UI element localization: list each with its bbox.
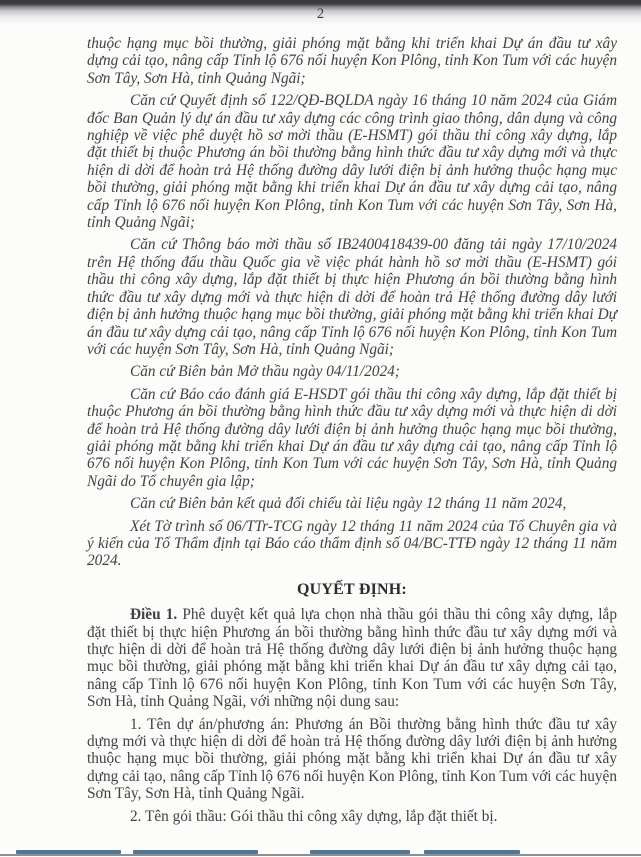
article-1-text: Phê duyệt kết quả lựa chọn nhà thầu gói thầu thi công xây dựng, lắp đặt thiết bị thực hiện Phương án bồi thường bằng hình thức đầu tư xây dựng mới và thực hiện di dời để hoàn trả Hệ thống đường dây lưới điện bị ảnh hưởng thuộc hạng mục bồi thường, giải phóng mặt bằng khi triển khai Dự án đầu tư xây dựng cải tạo, nâng cấp Tỉnh lộ 676 nối huyện Kon Plông, tỉnh Kon Tum với các huyện Sơn Tây, Sơn Hà, tỉnh Quảng Ngãi, với những nội dung sau: [87,606,617,711]
preamble-paragraph-can-cu-bien-ban-mo-thau: Căn cứ Biên bản Mở thầu ngày 04/11/2024; [130,363,400,381]
preamble-paragraph-xet-to-trinh: Xét Tờ trình số 06/TTr-TCG ngày 12 tháng 11 năm 2024 của Tổ Chuyên gia và ý kiến của Tổ Thẩm định tại Báo cáo thẩm định số 04/BC-TTĐ ngày 12 tháng 11 năm 2024. [87,517,617,570]
next-page-edge [0,847,641,857]
article-1-item-package-name: 2. Tên gói thầu: Gói thầu thi công xây dựng, lắp đặt thiết bị. [130,807,498,825]
document-body [87,35,617,830]
article-1-label: Điều 1. [130,606,178,624]
preamble-paragraph-can-cu-quyet-dinh: Căn cứ Quyết định số 122/QĐ-BQLDA ngày 16 tháng 10 năm 2024 của Giám đốc Ban Quản lý dự án đầu tư xây dựng các công trình giao thông, dân dụng và công nghiệp về việc phê duyệt hồ sơ mời thầu (E-HSMT) gói thầu thi công xây dựng, lắp đặt thiết bị thuộc Phương án bồi thường bằng hình thức đầu tư xây dựng mới và thực hiện di dời để hoàn trả Hệ thống đường dây lưới điện bị ảnh hưởng thuộc hạng mục bồi thường, giải phóng mặt bằng khi triển khai Dự án đầu tư xây dựng cải tạo, nâng cấp Tỉnh lộ 676 nối huyện Kon Plông, tỉnh Kon Tum với các huyện Sơn Tây, Sơn Hà, tỉnh Quảng Ngãi; [87,92,617,232]
article-1-paragraph [87,606,617,710]
page-divider-line [0,854,641,856]
preamble-paragraph-can-cu-bien-ban-doi-chieu: Căn cứ Biên bản kết quả đối chiếu tài liệu ngày 12 tháng 11 năm 2024, [130,495,567,513]
article-1-item-project-name: 1. Tên dự án/phương án: Phương án Bồi thường bằng hình thức đầu tư xây dựng mới và thực hiện di dời để hoàn trả Hệ thống đường dây lưới điện bị ảnh hưởng thuộc hạng mục bồi thường, giải phóng mặt bằng khi triển khai Dự án đầu tư xây dựng cải tạo, nâng cấp Tỉnh lộ 676 nối huyện Kon Plông, tỉnh Kon Tum với các huyện Sơn Tây, Sơn Hà, tỉnh Quảng Ngãi. [87,715,617,803]
decision-heading: QUYẾT ĐỊNH: [297,580,407,598]
page-number: 2 [316,6,325,22]
preamble-paragraph-can-cu-bao-cao: Căn cứ Báo cáo đánh giá E-HSDT gói thầu thi công xây dựng, lắp đặt thiết bị thuộc Phương án bồi thường bằng hình thức đầu tư xây dựng mới và thực hiện di dời để hoàn trả Hệ thống đường dây lưới điện bị ảnh hưởng thuộc hạng mục bồi thường, giải phóng mặt bằng khi triển khai Dự án đầu tư xây dựng cải tạo, nâng cấp Tỉnh lộ 676 nối huyện Kon Plông, tỉnh Kon Tum với các huyện Sơn Tây, Sơn Hà, tỉnh Quảng Ngãi do Tổ chuyên gia lập; [87,385,617,490]
preamble-paragraph-can-cu-thong-bao: Căn cứ Thông báo mời thầu số IB2400418439-00 đăng tải ngày 17/10/2024 trên Hệ thống đấu thầu Quốc gia về việc phát hành hồ sơ mời thầu (E-HSMT) gói thầu thi công xây dựng, lắp đặt thiết bị thực hiện Phương án bồi thường bằng hình thức đầu tư xây dựng mới và thực hiện di dời để hoàn trả Hệ thống đường dây lưới điện bị ảnh hưởng thuộc hạng mục bồi thường, giải phóng mặt bằng khi triển khai Dự án đầu tư xây dựng cải tạo, nâng cấp Tỉnh lộ 676 nối huyện Kon Plông, tỉnh Kon Tum với các huyện Sơn Tây, Sơn Hà, tỉnh Quảng Ngãi; [87,236,617,358]
paragraph-continuation: thuộc hạng mục bồi thường, giải phóng mặt bằng khi triển khai Dự án đầu tư xây dựng cải tạo, nâng cấp Tỉnh lộ 676 nối huyện Kon Plông, tỉnh Kon Tum với các huyện Sơn Tây, Sơn Hà, tỉnh Quảng Ngãi; [87,35,617,87]
